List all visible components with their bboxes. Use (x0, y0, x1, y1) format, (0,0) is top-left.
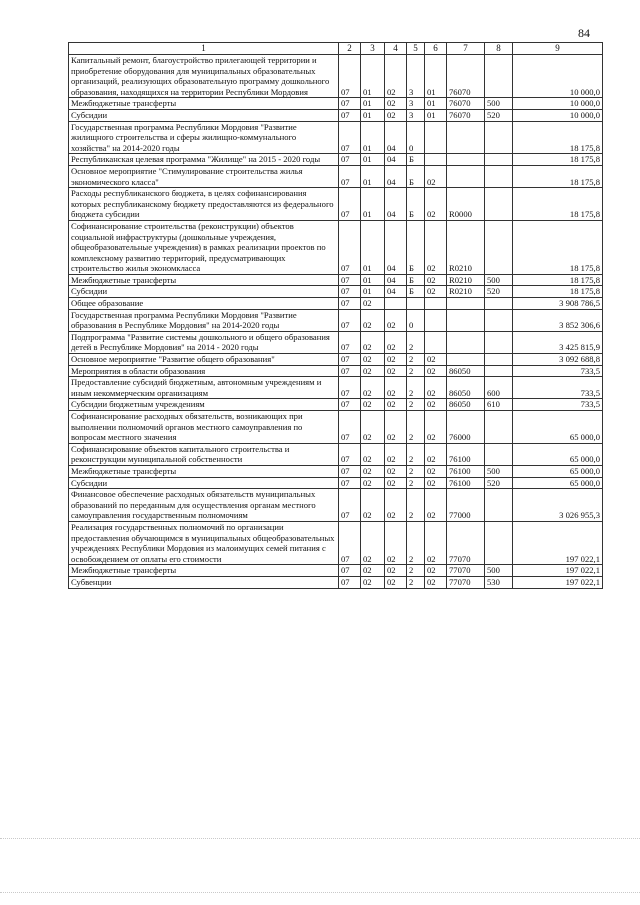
code-cell: 02 (361, 354, 385, 366)
row-name-cell: Основное мероприятие "Развитие общего образования" (69, 354, 339, 366)
code-cell: 04 (385, 188, 407, 221)
column-header: 1 (69, 43, 339, 55)
code-cell (485, 154, 513, 166)
table-row (69, 309, 603, 331)
row-name-cell: Капитальный ремонт, благоустройство прилегающей территории и приобретение оборудования для муниципальных образовательных организаций, реализующих образовательную программу дошкольного образования, находящихся на территории Республики Мордовия (69, 55, 339, 98)
code-cell: 04 (385, 165, 407, 187)
code-cell: 02 (425, 489, 447, 522)
code-cell: 76100 (447, 443, 485, 465)
row-name-cell: Основное мероприятие "Стимулирование строительства жилья экономического класса" (69, 165, 339, 187)
amount-cell: 10 000,0 (513, 55, 603, 98)
scan-noise-line (0, 892, 640, 894)
table-row (69, 55, 603, 98)
code-cell: 2 (407, 411, 425, 444)
code-cell: 07 (339, 354, 361, 366)
code-cell (447, 331, 485, 353)
amount-cell: 65 000,0 (513, 443, 603, 465)
code-cell (485, 489, 513, 522)
amount-cell: 197 022,1 (513, 521, 603, 564)
code-cell: 02 (425, 188, 447, 221)
code-cell (485, 165, 513, 187)
scan-noise-line (0, 838, 640, 840)
table-row (69, 154, 603, 166)
code-cell: 600 (485, 377, 513, 399)
code-cell: 02 (361, 477, 385, 489)
row-name-cell: Финансовое обеспечение расходных обязательств муниципальных образований по переданным для осуществления органам местного самоуправления государственным полномочиям (69, 489, 339, 522)
code-cell: 2 (407, 565, 425, 577)
table-row (69, 477, 603, 489)
code-cell: 86050 (447, 399, 485, 411)
code-cell: Б (407, 154, 425, 166)
code-cell: 07 (339, 399, 361, 411)
table-row (69, 98, 603, 110)
code-cell: 02 (425, 286, 447, 298)
code-cell: 02 (385, 443, 407, 465)
code-cell: R0210 (447, 286, 485, 298)
code-cell: 02 (361, 443, 385, 465)
code-cell: R0000 (447, 188, 485, 221)
code-cell: R0210 (447, 220, 485, 274)
code-cell: R0210 (447, 274, 485, 286)
amount-cell: 733,5 (513, 365, 603, 377)
row-name-cell: Межбюджетные трансферты (69, 98, 339, 110)
code-cell: Б (407, 274, 425, 286)
code-cell: 2 (407, 399, 425, 411)
code-cell: 76000 (447, 411, 485, 444)
code-cell: 02 (425, 477, 447, 489)
code-cell (447, 165, 485, 187)
code-cell (485, 331, 513, 353)
code-cell: 02 (385, 521, 407, 564)
code-cell: 86050 (447, 377, 485, 399)
code-cell: 04 (385, 154, 407, 166)
amount-cell: 18 175,8 (513, 188, 603, 221)
table-row (69, 521, 603, 564)
row-name-cell: Государственная программа Республики Мордовия "Развитие жилищного строительства и сферы жилищно-коммунального хозяйства" на 2014-2020 годы (69, 121, 339, 154)
amount-cell: 197 022,1 (513, 576, 603, 588)
code-cell: 02 (425, 377, 447, 399)
code-cell: 500 (485, 274, 513, 286)
code-cell: Б (407, 188, 425, 221)
code-cell: 07 (339, 331, 361, 353)
code-cell (485, 354, 513, 366)
code-cell: 01 (361, 98, 385, 110)
row-name-cell: Предоставление субсидий бюджетным, автономным учреждениям и иным некоммерческим организациям (69, 377, 339, 399)
amount-cell: 3 425 815,9 (513, 331, 603, 353)
code-cell: 02 (425, 521, 447, 564)
row-name-cell: Софинансирование объектов капитального строительства и реконструкции муниципальной собственности (69, 443, 339, 465)
code-cell (447, 354, 485, 366)
code-cell: 2 (407, 465, 425, 477)
code-cell: Б (407, 286, 425, 298)
code-cell: 07 (339, 220, 361, 274)
amount-cell: 3 092 688,8 (513, 354, 603, 366)
amount-cell: 65 000,0 (513, 477, 603, 489)
column-header: 8 (485, 43, 513, 55)
code-cell: 2 (407, 489, 425, 522)
code-cell: 2 (407, 576, 425, 588)
code-cell: 02 (425, 411, 447, 444)
code-cell: 02 (385, 576, 407, 588)
code-cell: 02 (385, 109, 407, 121)
code-cell: 02 (425, 354, 447, 366)
code-cell (425, 298, 447, 310)
column-header: 5 (407, 43, 425, 55)
row-name-cell: Софинансирование расходных обязательств, возникающих при выполнении полномочий органов местного самоуправления по вопросам местного значения (69, 411, 339, 444)
code-cell: 500 (485, 465, 513, 477)
table-row (69, 411, 603, 444)
row-name-cell: Общее образование (69, 298, 339, 310)
code-cell: 02 (385, 331, 407, 353)
code-cell (407, 298, 425, 310)
code-cell: 07 (339, 477, 361, 489)
code-cell: 2 (407, 354, 425, 366)
code-cell: 77000 (447, 489, 485, 522)
code-cell (485, 298, 513, 310)
code-cell: 04 (385, 286, 407, 298)
code-cell: 07 (339, 377, 361, 399)
code-cell: 3 (407, 55, 425, 98)
code-cell: 520 (485, 109, 513, 121)
code-cell: 76070 (447, 55, 485, 98)
column-header: 4 (385, 43, 407, 55)
column-header: 2 (339, 43, 361, 55)
code-cell: 02 (385, 477, 407, 489)
code-cell: 07 (339, 121, 361, 154)
code-cell: 07 (339, 521, 361, 564)
budget-table (68, 42, 603, 589)
code-cell: 2 (407, 365, 425, 377)
code-cell: 07 (339, 365, 361, 377)
table-row (69, 220, 603, 274)
code-cell (425, 154, 447, 166)
code-cell: 02 (425, 165, 447, 187)
amount-cell: 197 022,1 (513, 565, 603, 577)
code-cell: 3 (407, 98, 425, 110)
code-cell (447, 309, 485, 331)
row-name-cell: Республиканская целевая программа "Жилище" на 2015 - 2020 годы (69, 154, 339, 166)
amount-cell: 65 000,0 (513, 465, 603, 477)
code-cell: 02 (425, 220, 447, 274)
table-row (69, 365, 603, 377)
amount-cell: 18 175,8 (513, 286, 603, 298)
code-cell: 01 (361, 121, 385, 154)
row-name-cell: Расходы республиканского бюджета, в целях софинансирования которых республиканскому бюджету предоставляются из федерального бюджета субсидии (69, 188, 339, 221)
code-cell: 02 (385, 489, 407, 522)
row-name-cell: Субсидии бюджетным учреждениям (69, 399, 339, 411)
code-cell: 02 (361, 576, 385, 588)
amount-cell: 18 175,8 (513, 220, 603, 274)
code-cell: 07 (339, 465, 361, 477)
code-cell: 01 (425, 55, 447, 98)
table-row (69, 286, 603, 298)
table-row (69, 331, 603, 353)
table-row (69, 121, 603, 154)
code-cell (485, 220, 513, 274)
code-cell (485, 309, 513, 331)
code-cell: 02 (425, 399, 447, 411)
code-cell (485, 121, 513, 154)
code-cell: 02 (361, 411, 385, 444)
code-cell: 01 (361, 220, 385, 274)
code-cell: 610 (485, 399, 513, 411)
code-cell (485, 521, 513, 564)
code-cell: 02 (385, 365, 407, 377)
code-cell: Б (407, 165, 425, 187)
code-cell: 04 (385, 220, 407, 274)
code-cell (425, 121, 447, 154)
code-cell: 76070 (447, 98, 485, 110)
code-cell: 04 (385, 274, 407, 286)
code-cell: 02 (385, 411, 407, 444)
code-cell (425, 309, 447, 331)
table-row (69, 576, 603, 588)
code-cell: 2 (407, 377, 425, 399)
row-name-cell: Межбюджетные трансферты (69, 565, 339, 577)
column-header: 7 (447, 43, 485, 55)
row-name-cell: Мероприятия в области образования (69, 365, 339, 377)
code-cell: 02 (361, 365, 385, 377)
code-cell (485, 443, 513, 465)
table-row (69, 109, 603, 121)
code-cell: 01 (425, 109, 447, 121)
code-cell: 01 (361, 109, 385, 121)
code-cell (447, 154, 485, 166)
code-cell: 0 (407, 309, 425, 331)
amount-cell: 733,5 (513, 399, 603, 411)
amount-cell: 10 000,0 (513, 98, 603, 110)
code-cell (485, 411, 513, 444)
code-cell: 76100 (447, 477, 485, 489)
code-cell: 07 (339, 411, 361, 444)
table-row (69, 565, 603, 577)
code-cell: 07 (339, 565, 361, 577)
code-cell: 02 (385, 465, 407, 477)
code-cell: 77070 (447, 565, 485, 577)
code-cell: 02 (425, 365, 447, 377)
code-cell: 76100 (447, 465, 485, 477)
code-cell: 02 (425, 443, 447, 465)
column-header: 3 (361, 43, 385, 55)
code-cell (485, 365, 513, 377)
amount-cell: 3 026 955,3 (513, 489, 603, 522)
code-cell: 500 (485, 98, 513, 110)
code-cell: 02 (385, 55, 407, 98)
code-cell: 01 (361, 154, 385, 166)
code-cell: 07 (339, 489, 361, 522)
table-row (69, 465, 603, 477)
table-row (69, 399, 603, 411)
code-cell: 3 (407, 109, 425, 121)
code-cell: 86050 (447, 365, 485, 377)
table-row (69, 377, 603, 399)
code-cell: 07 (339, 165, 361, 187)
code-cell (447, 298, 485, 310)
code-cell: 07 (339, 443, 361, 465)
code-cell: 2 (407, 331, 425, 353)
code-cell: 02 (361, 331, 385, 353)
code-cell: 07 (339, 98, 361, 110)
code-cell: 0 (407, 121, 425, 154)
row-name-cell: Субсидии (69, 286, 339, 298)
code-cell: 02 (361, 309, 385, 331)
code-cell: 02 (425, 565, 447, 577)
amount-cell: 3 908 786,5 (513, 298, 603, 310)
row-name-cell: Субсидии (69, 109, 339, 121)
code-cell: 02 (385, 98, 407, 110)
code-cell: 02 (385, 565, 407, 577)
code-cell: 02 (361, 377, 385, 399)
code-cell: 07 (339, 576, 361, 588)
code-cell: 01 (361, 286, 385, 298)
code-cell: 77070 (447, 576, 485, 588)
row-name-cell: Межбюджетные трансферты (69, 274, 339, 286)
table-row (69, 298, 603, 310)
row-name-cell: Государственная программа Республики Мордовия "Развитие образования в Республике Мордовия" на 2014-2020 годы (69, 309, 339, 331)
code-cell (447, 121, 485, 154)
amount-cell: 733,5 (513, 377, 603, 399)
code-cell: 02 (361, 465, 385, 477)
code-cell: 02 (385, 309, 407, 331)
code-cell: 07 (339, 188, 361, 221)
column-header: 6 (425, 43, 447, 55)
code-cell: 07 (339, 55, 361, 98)
row-name-cell: Межбюджетные трансферты (69, 465, 339, 477)
code-cell: 02 (385, 354, 407, 366)
table-row (69, 489, 603, 522)
code-cell: 2 (407, 443, 425, 465)
code-cell: 02 (425, 576, 447, 588)
code-cell: 07 (339, 286, 361, 298)
code-cell: 02 (361, 399, 385, 411)
amount-cell: 10 000,0 (513, 109, 603, 121)
code-cell: 02 (425, 274, 447, 286)
table-row (69, 443, 603, 465)
code-cell: 2 (407, 521, 425, 564)
amount-cell: 65 000,0 (513, 411, 603, 444)
code-cell: 02 (361, 565, 385, 577)
code-cell: 01 (425, 98, 447, 110)
code-cell: 76070 (447, 109, 485, 121)
table-body (69, 55, 603, 589)
code-cell: 500 (485, 565, 513, 577)
page-number: 84 (578, 26, 590, 40)
code-cell: Б (407, 220, 425, 274)
code-cell: 01 (361, 165, 385, 187)
table-row (69, 165, 603, 187)
row-name-cell: Субсидии (69, 477, 339, 489)
code-cell: 530 (485, 576, 513, 588)
code-cell: 520 (485, 477, 513, 489)
amount-cell: 18 175,8 (513, 121, 603, 154)
column-number-header (69, 43, 603, 55)
code-cell (385, 298, 407, 310)
row-name-cell: Подпрограмма "Развитие системы дошкольного и общего образования детей в Республике Мордовия" на 2014 - 2020 годы (69, 331, 339, 353)
code-cell: 02 (361, 521, 385, 564)
code-cell: 01 (361, 188, 385, 221)
table-row (69, 188, 603, 221)
code-cell: 02 (425, 465, 447, 477)
code-cell (485, 188, 513, 221)
code-cell: 2 (407, 477, 425, 489)
code-cell: 01 (361, 55, 385, 98)
code-cell: 07 (339, 309, 361, 331)
code-cell: 01 (361, 274, 385, 286)
code-cell: 02 (385, 399, 407, 411)
column-header: 9 (513, 43, 603, 55)
amount-cell: 18 175,8 (513, 154, 603, 166)
row-name-cell: Субвенции (69, 576, 339, 588)
amount-cell: 3 852 306,6 (513, 309, 603, 331)
amount-cell: 18 175,8 (513, 165, 603, 187)
table-row (69, 354, 603, 366)
code-cell (425, 331, 447, 353)
code-cell: 02 (385, 377, 407, 399)
code-cell: 04 (385, 121, 407, 154)
code-cell: 07 (339, 109, 361, 121)
code-cell: 77070 (447, 521, 485, 564)
code-cell: 07 (339, 274, 361, 286)
table-row (69, 274, 603, 286)
code-cell: 07 (339, 298, 361, 310)
amount-cell: 18 175,8 (513, 274, 603, 286)
row-name-cell: Реализация государственных полномочий по организации предоставления обучающимся в муниципальных общеобразовательных учреждениях Республики Мордовия из малоимущих семей питания с освобождением от оплаты его стоимости (69, 521, 339, 564)
code-cell: 520 (485, 286, 513, 298)
code-cell: 02 (361, 489, 385, 522)
code-cell (485, 55, 513, 98)
row-name-cell: Софинансирование строительства (реконструкции) объектов социальной инфраструктуры (дошкольные учреждения, общеобразовательные учреждения) в рамках реализации проектов по комплексному развитию территорий, предусматривающих строительство жилья экономкласса (69, 220, 339, 274)
code-cell: 02 (361, 298, 385, 310)
code-cell: 07 (339, 154, 361, 166)
